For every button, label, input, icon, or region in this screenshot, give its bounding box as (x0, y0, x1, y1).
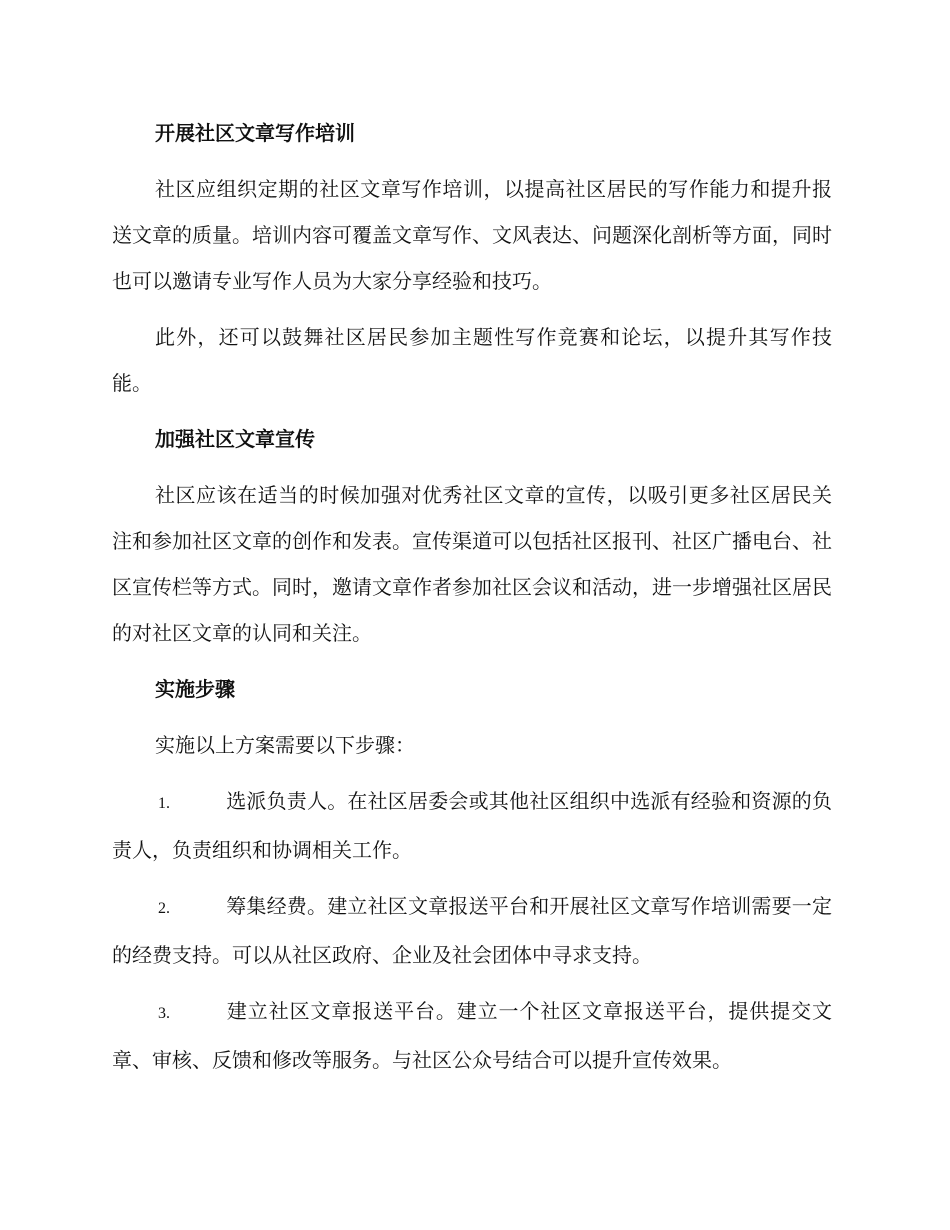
list-number: 2. (158, 900, 170, 917)
paragraph-training-2: 此外，还可以鼓舞社区居民参加主题性写作竞赛和论坛，以提升其写作技能。 (112, 325, 832, 395)
list-item-text: 筹集经费。建立社区文章报送平台和开展社区文章写作培训需要一定的经费支持。可以从社区政府、企业及社会团体中寻求支持。 (112, 894, 832, 967)
list-number: 1. (158, 795, 170, 812)
section-heading-steps: 实施步骤 (155, 677, 235, 701)
paragraph-steps-intro: 实施以上方案需要以下步骤： (155, 733, 415, 757)
list-item-text: 选派负责人。在社区居委会或其他社区组织中选派有经验和资源的负责人，负责组织和协调相关工作。 (112, 789, 832, 862)
list-number: 3. (158, 1005, 170, 1022)
list-item-step-2 (112, 883, 832, 978)
section-heading-promotion: 加强社区文章宣传 (155, 427, 315, 451)
list-item-step-3 (112, 988, 832, 1083)
paragraph-training-1: 社区应组织定期的社区文章写作培训，以提高社区居民的写作能力和提升报送文章的质量。培训内容可覆盖文章写作、文风表达、问题深化剖析等方面，同时也可以邀请专业写作人员为大家分享经验和技巧。 (112, 177, 832, 293)
section-heading-training: 开展社区文章写作培训 (155, 121, 355, 145)
list-item-text: 建立社区文章报送平台。建立一个社区文章报送平台，提供提交文章、审核、反馈和修改等服务。与社区公众号结合可以提升宣传效果。 (112, 999, 832, 1072)
document-body (112, 110, 832, 1093)
paragraph-promotion-1: 社区应该在适当的时候加强对优秀社区文章的宣传，以吸引更多社区居民关注和参加社区文章的创作和发表。宣传渠道可以包括社区报刊、社区广播电台、社区宣传栏等方式。同时，邀请文章作者参加社区会议和活动，进一步增强社区居民的对社区文章的认同和关注。 (112, 483, 832, 645)
list-item-step-1 (112, 778, 832, 873)
